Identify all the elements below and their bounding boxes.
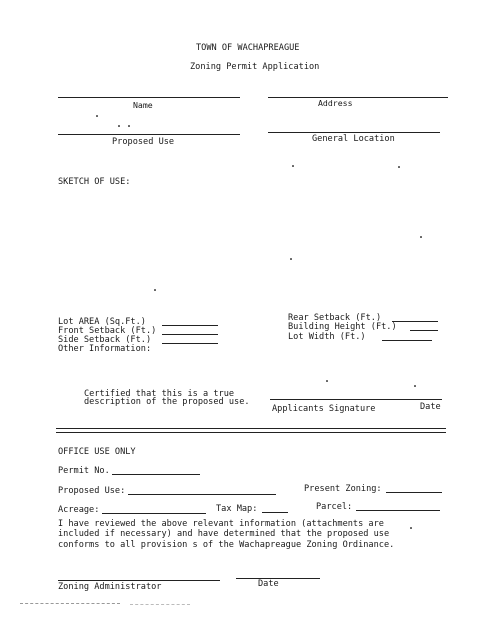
scan-speck — [326, 380, 328, 382]
sketch-label: SKETCH OF USE: — [58, 177, 131, 187]
tax-map-label: Tax Map: — [216, 504, 258, 514]
permit-no-label: Permit No. — [58, 466, 110, 476]
acreage-label: Acreage: — [58, 505, 100, 515]
front-setback-label: Front Setback (Ft.) — [58, 326, 157, 336]
section-divider-top — [56, 428, 446, 429]
lot-area-label: Lot AREA (Sq.Ft.) — [58, 317, 146, 327]
front-setback-line — [162, 334, 218, 335]
scan-speck — [128, 125, 130, 127]
name-line — [58, 97, 240, 98]
rear-setback-label: Rear Setback (Ft.) — [288, 313, 382, 323]
general-location-line — [268, 132, 440, 133]
scan-speck — [420, 236, 422, 238]
administrator-line — [58, 580, 220, 581]
review-line-3: conforms to all provision s of the Wachapreague Zoning Ordinance. — [58, 540, 395, 550]
scan-speck — [292, 165, 294, 167]
section-divider-bottom — [56, 432, 446, 433]
signature-date-label: Date — [420, 402, 441, 412]
building-height-label: Building Height (Ft.) — [288, 322, 397, 332]
proposed-use-office-line — [128, 494, 276, 495]
lot-area-line — [162, 325, 218, 326]
form-title: Zoning Permit Application — [190, 62, 320, 72]
address-label: Address — [318, 98, 353, 108]
certification-line-2: description of the proposed use. — [84, 397, 250, 407]
name-label: Name — [133, 100, 153, 110]
scan-speck — [414, 385, 416, 387]
scan-speck — [118, 125, 120, 127]
town-heading: TOWN OF WACHAPREAGUE — [196, 43, 300, 53]
lot-width-label: Lot Width (Ft.) — [288, 332, 366, 342]
tax-map-line — [262, 512, 288, 513]
review-line-1: I have reviewed the above relevant information (attachments are — [58, 519, 384, 529]
admin-date-label: Date — [258, 579, 279, 589]
office-use-heading: OFFICE USE ONLY — [58, 447, 136, 457]
building-height-line — [410, 330, 438, 331]
proposed-use-label: Proposed Use — [112, 137, 175, 147]
proposed-use-office-label: Proposed Use: — [58, 486, 126, 496]
general-location-label: General Location — [312, 134, 395, 144]
review-line-2: included if necessary) and have determined that the proposed use — [58, 529, 390, 539]
present-zoning-label: Present Zoning: — [304, 484, 382, 494]
proposed-use-line — [58, 134, 240, 135]
scan-artifact-line — [20, 603, 120, 604]
scan-speck — [154, 289, 156, 291]
lot-width-line — [382, 340, 432, 341]
side-setback-label: Side Setback (Ft.) — [58, 335, 152, 345]
administrator-label: Zoning Administrator — [58, 582, 162, 592]
parcel-label: Parcel: — [316, 502, 353, 512]
scan-artifact-line — [130, 604, 190, 605]
rear-setback-line — [392, 321, 438, 322]
scan-speck — [410, 527, 412, 529]
scan-speck — [398, 166, 400, 168]
address-line — [268, 97, 448, 98]
scan-speck — [290, 258, 292, 260]
acreage-line — [102, 513, 206, 514]
permit-no-line — [112, 474, 200, 475]
signature-line — [270, 399, 442, 400]
side-setback-line — [162, 343, 218, 344]
certification-line-1: Certified that this is a true — [84, 389, 235, 399]
signature-label: Applicants Signature — [272, 404, 376, 414]
parcel-line — [356, 510, 440, 511]
other-information-label: Other Information: — [58, 344, 152, 354]
scan-speck — [96, 115, 98, 117]
present-zoning-line — [386, 492, 442, 493]
